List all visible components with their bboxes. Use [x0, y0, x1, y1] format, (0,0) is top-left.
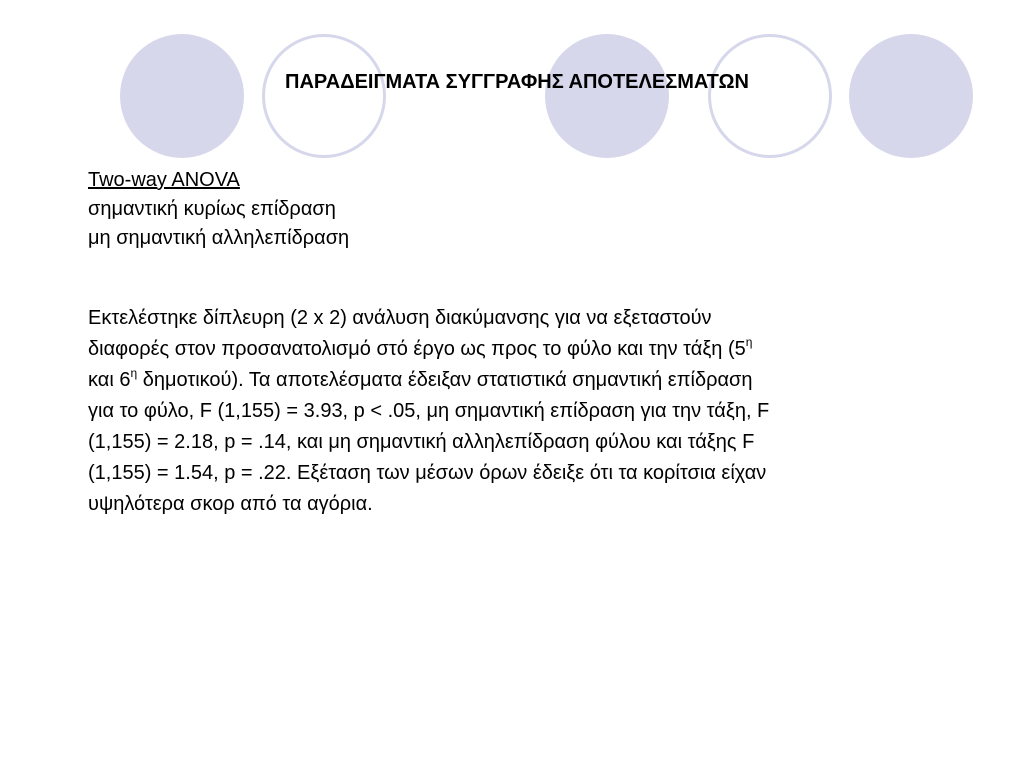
paragraph-line: Εκτελέστηκε δίπλευρη (2 x 2) ανάλυση διακύμανσης για να εξεταστούν — [88, 307, 712, 329]
subheading-block — [88, 166, 349, 253]
paragraph-line: για το φύλο, F (1,155) = 3.93, p < .05, μη σημαντική επίδραση για την τάξη, F — [88, 400, 770, 422]
subheading-line-main-effect: σημαντική κυρίως επίδραση — [88, 198, 336, 220]
decorative-circle-filled — [120, 34, 244, 158]
subheading-line-interaction: μη σημαντική αλληλεπίδραση — [88, 227, 350, 249]
paragraph-line — [88, 365, 968, 396]
paragraph-text: διαφορές στον προσανατολισμό στό έργο ως προς το φύλο και την τάξη (5 — [88, 338, 746, 360]
paragraph-line — [88, 334, 968, 365]
decorative-circle-outline — [262, 34, 386, 158]
anova-heading: Two-way ANOVA — [88, 169, 240, 191]
paragraph-text: δημοτικού). Τα αποτελέσματα έδειξαν στατιστικά σημαντική επίδραση — [137, 369, 753, 391]
decorative-circle-filled — [545, 34, 669, 158]
paragraph-line: (1,155) = 1.54, p = .22. Εξέταση των μέσων όρων έδειξε ότι τα κορίτσια είχαν — [88, 462, 767, 484]
paragraph-line: υψηλότερα σκορ από τα αγόρια. — [88, 493, 373, 515]
paragraph-line: (1,155) = 2.18, p = .14, και μη σημαντική αλληλεπίδραση φύλου και τάξης F — [88, 431, 755, 453]
decorative-circle-filled — [849, 34, 973, 158]
superscript: η — [130, 366, 138, 381]
slide-title: ΠΑΡΑΔΕΙΓΜΑΤΑ ΣΥΓΓΡΑΦΗΣ ΑΠΟΤΕΛΕΣΜΑΤΩΝ — [285, 71, 749, 93]
results-paragraph — [88, 303, 968, 520]
decorative-circle-outline — [708, 34, 832, 158]
superscript: η — [745, 335, 753, 350]
paragraph-text: και 6 — [88, 369, 131, 391]
